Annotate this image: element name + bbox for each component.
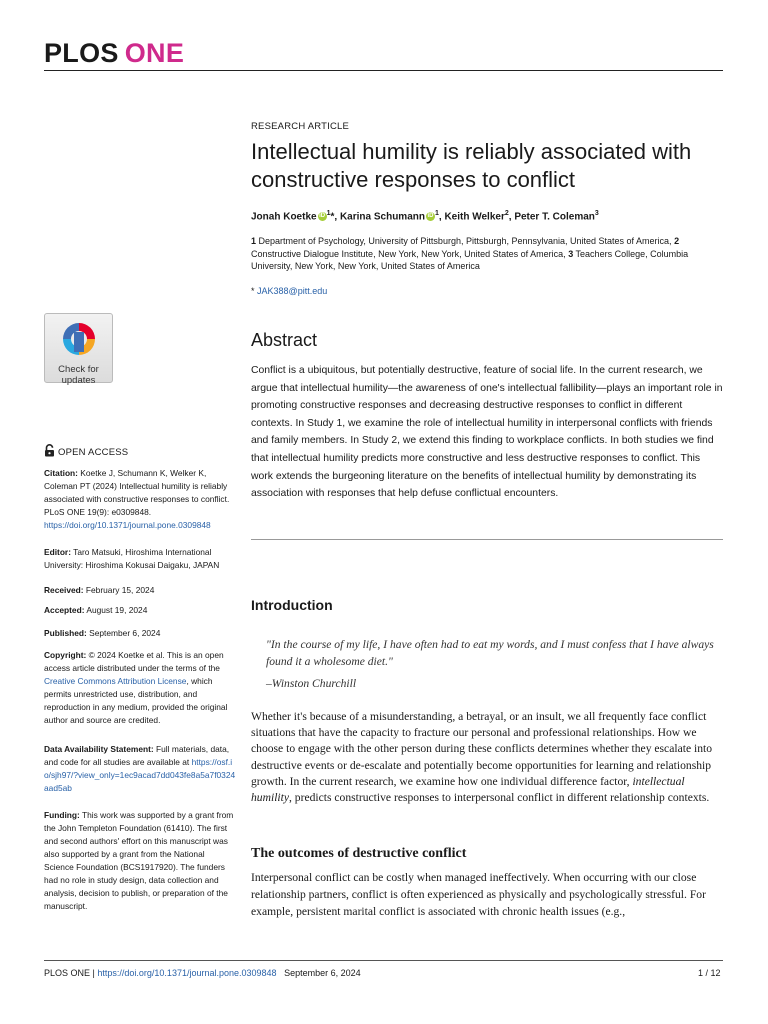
editor-label: Editor:	[44, 547, 71, 557]
check-for-updates-line1: Check for	[58, 364, 99, 375]
author-name[interactable]: Jonah Koetke	[251, 211, 317, 223]
copyright-text-2: , which permits unrestricted use, distribution, and reproduction in any medium, provided the original author and source are credited.	[44, 676, 228, 725]
orcid-icon[interactable]: iD	[319, 213, 326, 220]
affil-number: 3	[568, 248, 574, 259]
introduction-paragraph	[251, 709, 723, 806]
open-access-text: OPEN ACCESS	[58, 447, 129, 458]
citation-doi-link[interactable]: https://doi.org/10.1371/journal.pone.0309848	[44, 520, 211, 530]
introduction-heading: Introduction	[251, 597, 333, 613]
affil-text: Constructive Dialogue Institute, New York, New York, United States of America,	[251, 248, 566, 259]
check-for-updates-line2: updates	[61, 375, 96, 386]
journal-logo	[44, 38, 184, 69]
affiliations	[251, 235, 723, 273]
author-affil-sup: 1	[434, 210, 439, 217]
author-affil-sup: 2	[504, 210, 509, 217]
footer-doi-link[interactable]: https://doi.org/10.1371/journal.pone.0309848	[97, 968, 277, 978]
article-type: RESEARCH ARTICLE	[251, 121, 350, 132]
open-access-label	[44, 444, 128, 458]
data-availability-text: Full materials, data, and code for all studies are available at	[44, 744, 230, 767]
journal-name-one: ONE	[124, 38, 185, 68]
page-number: 1 / 12	[698, 968, 721, 978]
crossmark-icon	[59, 319, 99, 359]
received-label: Received:	[44, 585, 84, 595]
published-block	[44, 627, 236, 640]
open-lock-icon	[44, 444, 55, 457]
intro-text: Whether it's because of a misunderstanding, a betrayal, or an insult, we all frequently face conflict situations that have the capacity to fracture our personal and professional relationships. How we choose to engage with the other person during these conflicts determines whether they escalate into destructive events or de-escalate and potentially become opportunities for learning and relationship growth. In the current research, we examine how one individual difference factor,	[251, 710, 713, 788]
received-block	[44, 584, 236, 597]
email-mark: *	[251, 286, 255, 296]
editor-text: Taro Matsuki, Hiroshima International University: Hiroshima Kokusai Daigaku, JAPAN	[44, 547, 220, 570]
accepted-label: Accepted:	[44, 605, 85, 615]
affil-text: Teachers College, Columbia University, New York, New York, United States of America	[251, 248, 689, 271]
footer-divider	[44, 960, 723, 961]
copyright-label: Copyright:	[44, 650, 87, 660]
citation-label: Citation:	[44, 468, 78, 478]
orcid-icon[interactable]: iD	[427, 213, 434, 220]
epigraph-quote: "In the course of my life, I have often had to eat my words, and I must confess that I have always found it a wholesome diet."	[266, 638, 714, 668]
affil-number: 2	[674, 236, 680, 246]
affil-number: 1	[251, 236, 257, 246]
abstract-text: Conflict is a ubiquitous, but potentially destructive, feature of social life. In the current research, we argue that intellectual humility—the awareness of one's intellectual fallibility—plays an important role in promoting constructive responses and decreasing destructive responses to conflict in different contexts. In Study 1, we examine the role of intellectual humility in interpersonal conflicts with friends and family members. In Study 2, we extend this finding to workplace conflicts. In both studies we find that intellectual humility predicts more constructive and less destructive responses to conflict. This work extends the burgeoning literature on the benefits of intellectual humility by demonstrating its association with responses that help defuse conflictual encounters.	[251, 365, 723, 500]
email-link[interactable]: JAK388@pitt.edu	[257, 286, 328, 296]
funding-label: Funding:	[44, 810, 80, 820]
author-name[interactable]: Keith Welker	[444, 211, 505, 223]
article-title: Intellectual humility is reliably associated with constructive responses to conflict	[251, 139, 692, 192]
author-name[interactable]: Karina Schumann	[339, 211, 425, 223]
author-separator: ,	[508, 211, 515, 223]
affil-text: Department of Psychology, University of Pittsburgh, Pittsburgh, Pennsylvania, United States of America,	[258, 236, 672, 246]
abstract-heading: Abstract	[251, 330, 318, 350]
author-separator: ,	[334, 211, 340, 223]
section-paragraph: Interpersonal conflict can be costly when managed ineffectively. When occurring with our close relationship partners, conflict is often experienced as physically and psychologically stressful. For example, persistent marital conflict is associated with chronic health issues (e.g.,	[251, 871, 706, 918]
copyright-block	[44, 649, 236, 727]
citation-text: Koetke J, Schumann K, Welker K, Coleman PT (2024) Intellectual humility is reliably associated with constructive responses to conflict. PLoS ONE 19(9): e0309848.	[44, 468, 230, 517]
footer-separator: |	[92, 968, 95, 978]
data-availability-label: Data Availability Statement:	[44, 744, 154, 754]
epigraph-attribution: –Winston Churchill	[266, 677, 357, 690]
author-list	[251, 210, 599, 222]
footer	[44, 968, 361, 978]
citation-block	[44, 467, 236, 532]
published-date: September 6, 2024	[89, 628, 161, 638]
published-label: Published:	[44, 628, 87, 638]
intro-text-end: , predicts constructive responses to interpersonal conflict in different relationship contexts.	[289, 791, 710, 805]
author-affil-sup: 1	[326, 210, 331, 217]
check-for-updates-button[interactable]	[44, 313, 113, 386]
accepted-date: August 19, 2024	[86, 605, 148, 615]
corresponding-mark: *	[330, 211, 335, 223]
header-divider	[44, 70, 723, 71]
corresponding-email	[251, 286, 327, 296]
author-affil-sup: 3	[594, 210, 599, 217]
footer-journal: PLOS ONE	[44, 968, 91, 978]
accepted-block	[44, 604, 236, 617]
copyright-text: © 2024 Koetke et al. This is an open access article distributed under the terms of the	[44, 650, 224, 673]
footer-date: September 6, 2024	[284, 968, 361, 978]
author-name[interactable]: Peter T. Coleman	[514, 211, 595, 223]
received-date: February 15, 2024	[85, 585, 155, 595]
author-separator: ,	[438, 211, 445, 223]
abstract-divider	[251, 539, 723, 540]
license-link[interactable]: Creative Commons Attribution License	[44, 676, 187, 686]
intro-emphasis: intellectual humility	[251, 774, 685, 805]
section-heading: The outcomes of destructive conflict	[251, 846, 467, 861]
funding-block	[44, 809, 236, 913]
data-availability-block	[44, 743, 236, 795]
funding-text: This work was supported by a grant from the John Templeton Foundation (61410). The first and second authors' effort on this manuscript was also supported by a grant from the National Science Foundation (BCS1917920). The funders had no role in study design, data collection and analysis, decision to publish, or preparation of the manuscript.	[44, 810, 234, 911]
journal-name-plos: PLOS	[44, 38, 119, 68]
editor-block	[44, 546, 236, 572]
osf-link[interactable]: https://osf.io/sjh97/?view_only=1ec9acad7dd043fe8a5a7f0324aad5ab	[44, 757, 236, 793]
